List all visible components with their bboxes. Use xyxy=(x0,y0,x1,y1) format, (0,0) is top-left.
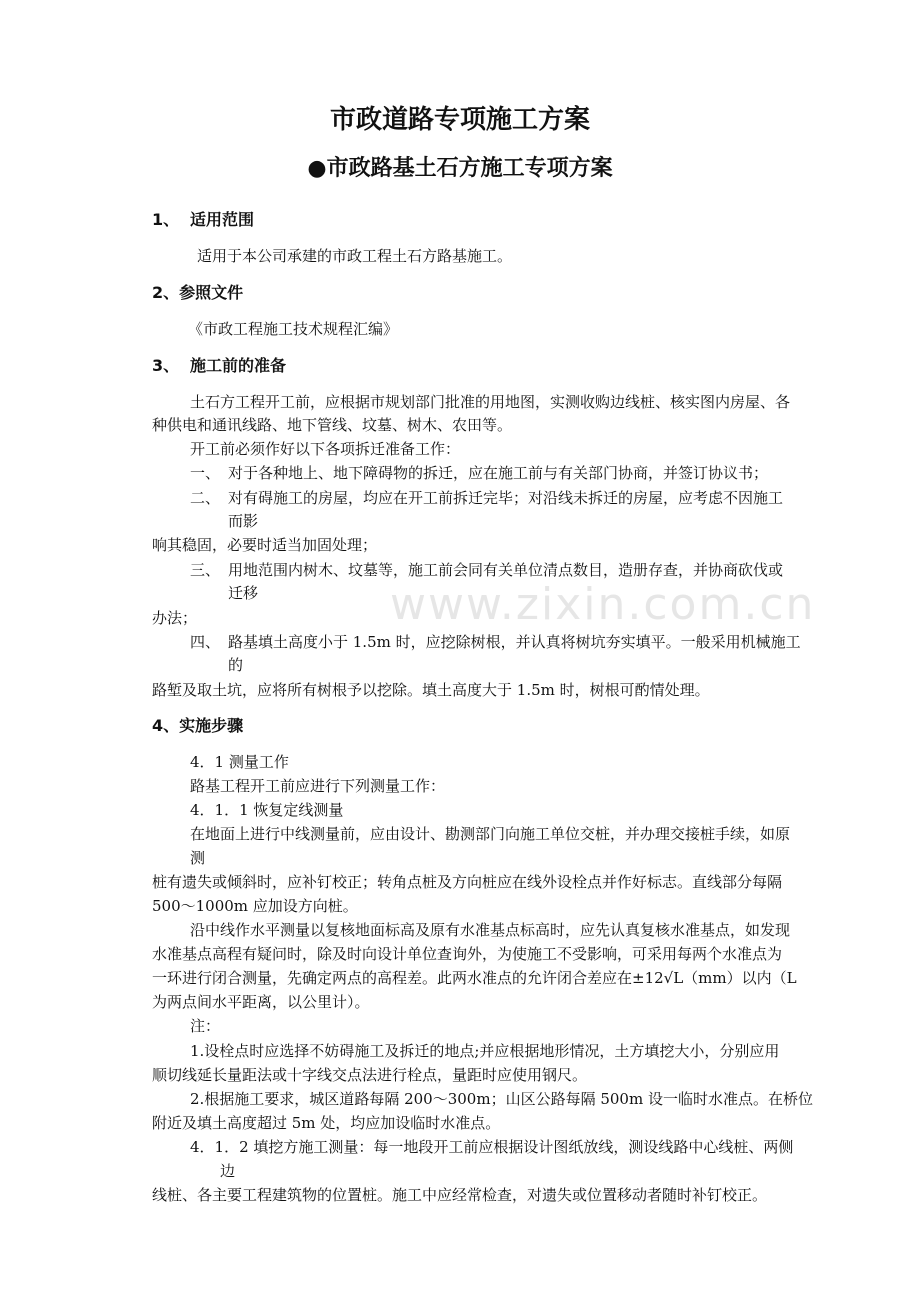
section-3-para-line: 土石方工程开工前，应根据市规划部门批准的用地图，实测收购边线桩、核实图内房屋、各 xyxy=(190,393,791,411)
note-line: 1.设栓点时应选择不妨碍施工及拆迁的地点;并应根据地形情况，土方填挖大小，分别应用 xyxy=(190,1042,780,1060)
paragraph-line: 桩有遗失或倾斜时，应补钉校正；转角点桩及方向桩应在线外设栓点并作好标志。直线部分每隔 xyxy=(152,873,783,891)
section-3-para-line: 开工前必须作好以下各项拆迁准备工作： xyxy=(190,440,461,458)
paragraph-line: 4．1．2 填挖方施工测量：每一地段开工前应根据设计图纸放线，测设线路中心线桩、两侧 xyxy=(190,1138,794,1156)
list-item-number: 二、 xyxy=(190,489,221,507)
paragraph-line: 路基工程开工前应进行下列测量工作： xyxy=(190,777,446,795)
section-1-number: 1、 xyxy=(152,210,180,229)
document-subtitle: ●市政路基土石方施工专项方案 xyxy=(307,156,613,181)
note-line: 附近及填土高度超过 5m 处，均应加设临时水准点。 xyxy=(152,1114,501,1132)
list-item-text: 用地范围内树木、坟墓等，施工前会同有关单位清点数目，造册存查，并协商砍伐或 xyxy=(228,561,784,579)
paragraph-line: 一环进行闭合测量，先确定两点的高程差。此两水准点的允许闭合差应在±12√L（mm）以内（L xyxy=(152,969,797,987)
paragraph-line: 水准基点高程有疑问时，除及时向设计单位查询外，为使施工不受影响，可采用每两个水准点为 xyxy=(152,945,783,963)
note-label: 注： xyxy=(190,1017,221,1035)
subsection-heading: 4．1．1 恢复定线测量 xyxy=(190,801,344,819)
watermark: www.zixin.com.cn xyxy=(390,579,816,630)
list-item-text: 迁移 xyxy=(228,584,259,602)
paragraph-line: 500～1000m 应加设方向桩。 xyxy=(152,897,358,915)
list-item-text: 路堑及取土坑，应将所有树根予以挖除。填土高度大于 1.5m 时，树根可酌情处理。 xyxy=(152,681,710,699)
paragraph-line: 线桩、各主要工程建筑物的位置桩。施工中应经常检查，对遗失或位置移动者随时补钉校正。 xyxy=(152,1186,768,1204)
subsection-heading: 4．1 测量工作 xyxy=(190,753,289,771)
section-4-heading: 4、实施步骤 xyxy=(152,716,244,735)
section-1-heading: 适用范围 xyxy=(190,210,255,229)
list-item-text: 响其稳固，必要时适当加固处理； xyxy=(152,536,378,554)
section-3-para-line: 种供电和通讯线路、地下管线、坟墓、树木、农田等。 xyxy=(152,416,513,434)
paragraph-line: 测 xyxy=(190,849,206,867)
list-item-number: 一、 xyxy=(190,464,221,482)
note-line: 2.根据施工要求，城区道路每隔 200～300m；山区公路每隔 500m 设一临时水准点。在桥位 xyxy=(190,1090,813,1108)
note-line: 顺切线延长量距法或十字线交点法进行栓点，量距时应使用钢尺。 xyxy=(152,1066,588,1084)
list-item-text: 办法； xyxy=(152,609,198,627)
section-1-text: 适用于本公司承建的市政工程土石方路基施工。 xyxy=(197,247,513,265)
list-item-number: 三、 xyxy=(190,561,221,579)
paragraph-line: 沿中线作水平测量以复核地面标高及原有水准基点标高时，应先认真复核水准基点，如发现 xyxy=(190,921,791,939)
list-item-text: 对有碍施工的房屋，均应在开工前拆迁完毕；对沿线未拆迁的房屋，应考虑不因施工 xyxy=(228,489,784,507)
section-3-heading: 施工前的准备 xyxy=(190,356,287,375)
list-item-text: 而影 xyxy=(228,512,259,530)
list-item-text: 的 xyxy=(228,656,244,674)
paragraph-line: 为两点间水平距离，以公里计）。 xyxy=(152,993,370,1011)
section-2-heading: 2、参照文件 xyxy=(152,283,244,302)
list-item-text: 对于各种地上、地下障碍物的拆迁，应在施工前与有关部门协商，并签订协议书； xyxy=(228,464,769,482)
section-3-number: 3、 xyxy=(152,356,180,375)
section-2-text: 《市政工程施工技术规程汇编》 xyxy=(188,320,399,338)
paragraph-line: 在地面上进行中线测量前，应由设计、勘测部门向施工单位交桩，并办理交接桩手续，如原 xyxy=(190,825,791,843)
paragraph-line: 边 xyxy=(220,1162,236,1180)
document-title: 市政道路专项施工方案 xyxy=(329,105,590,135)
list-item-text: 路基填土高度小于 1.5m 时，应挖除树根，并认真将树坑夯实填平。一般采用机械施工 xyxy=(228,633,801,651)
list-item-number: 四、 xyxy=(190,633,221,651)
